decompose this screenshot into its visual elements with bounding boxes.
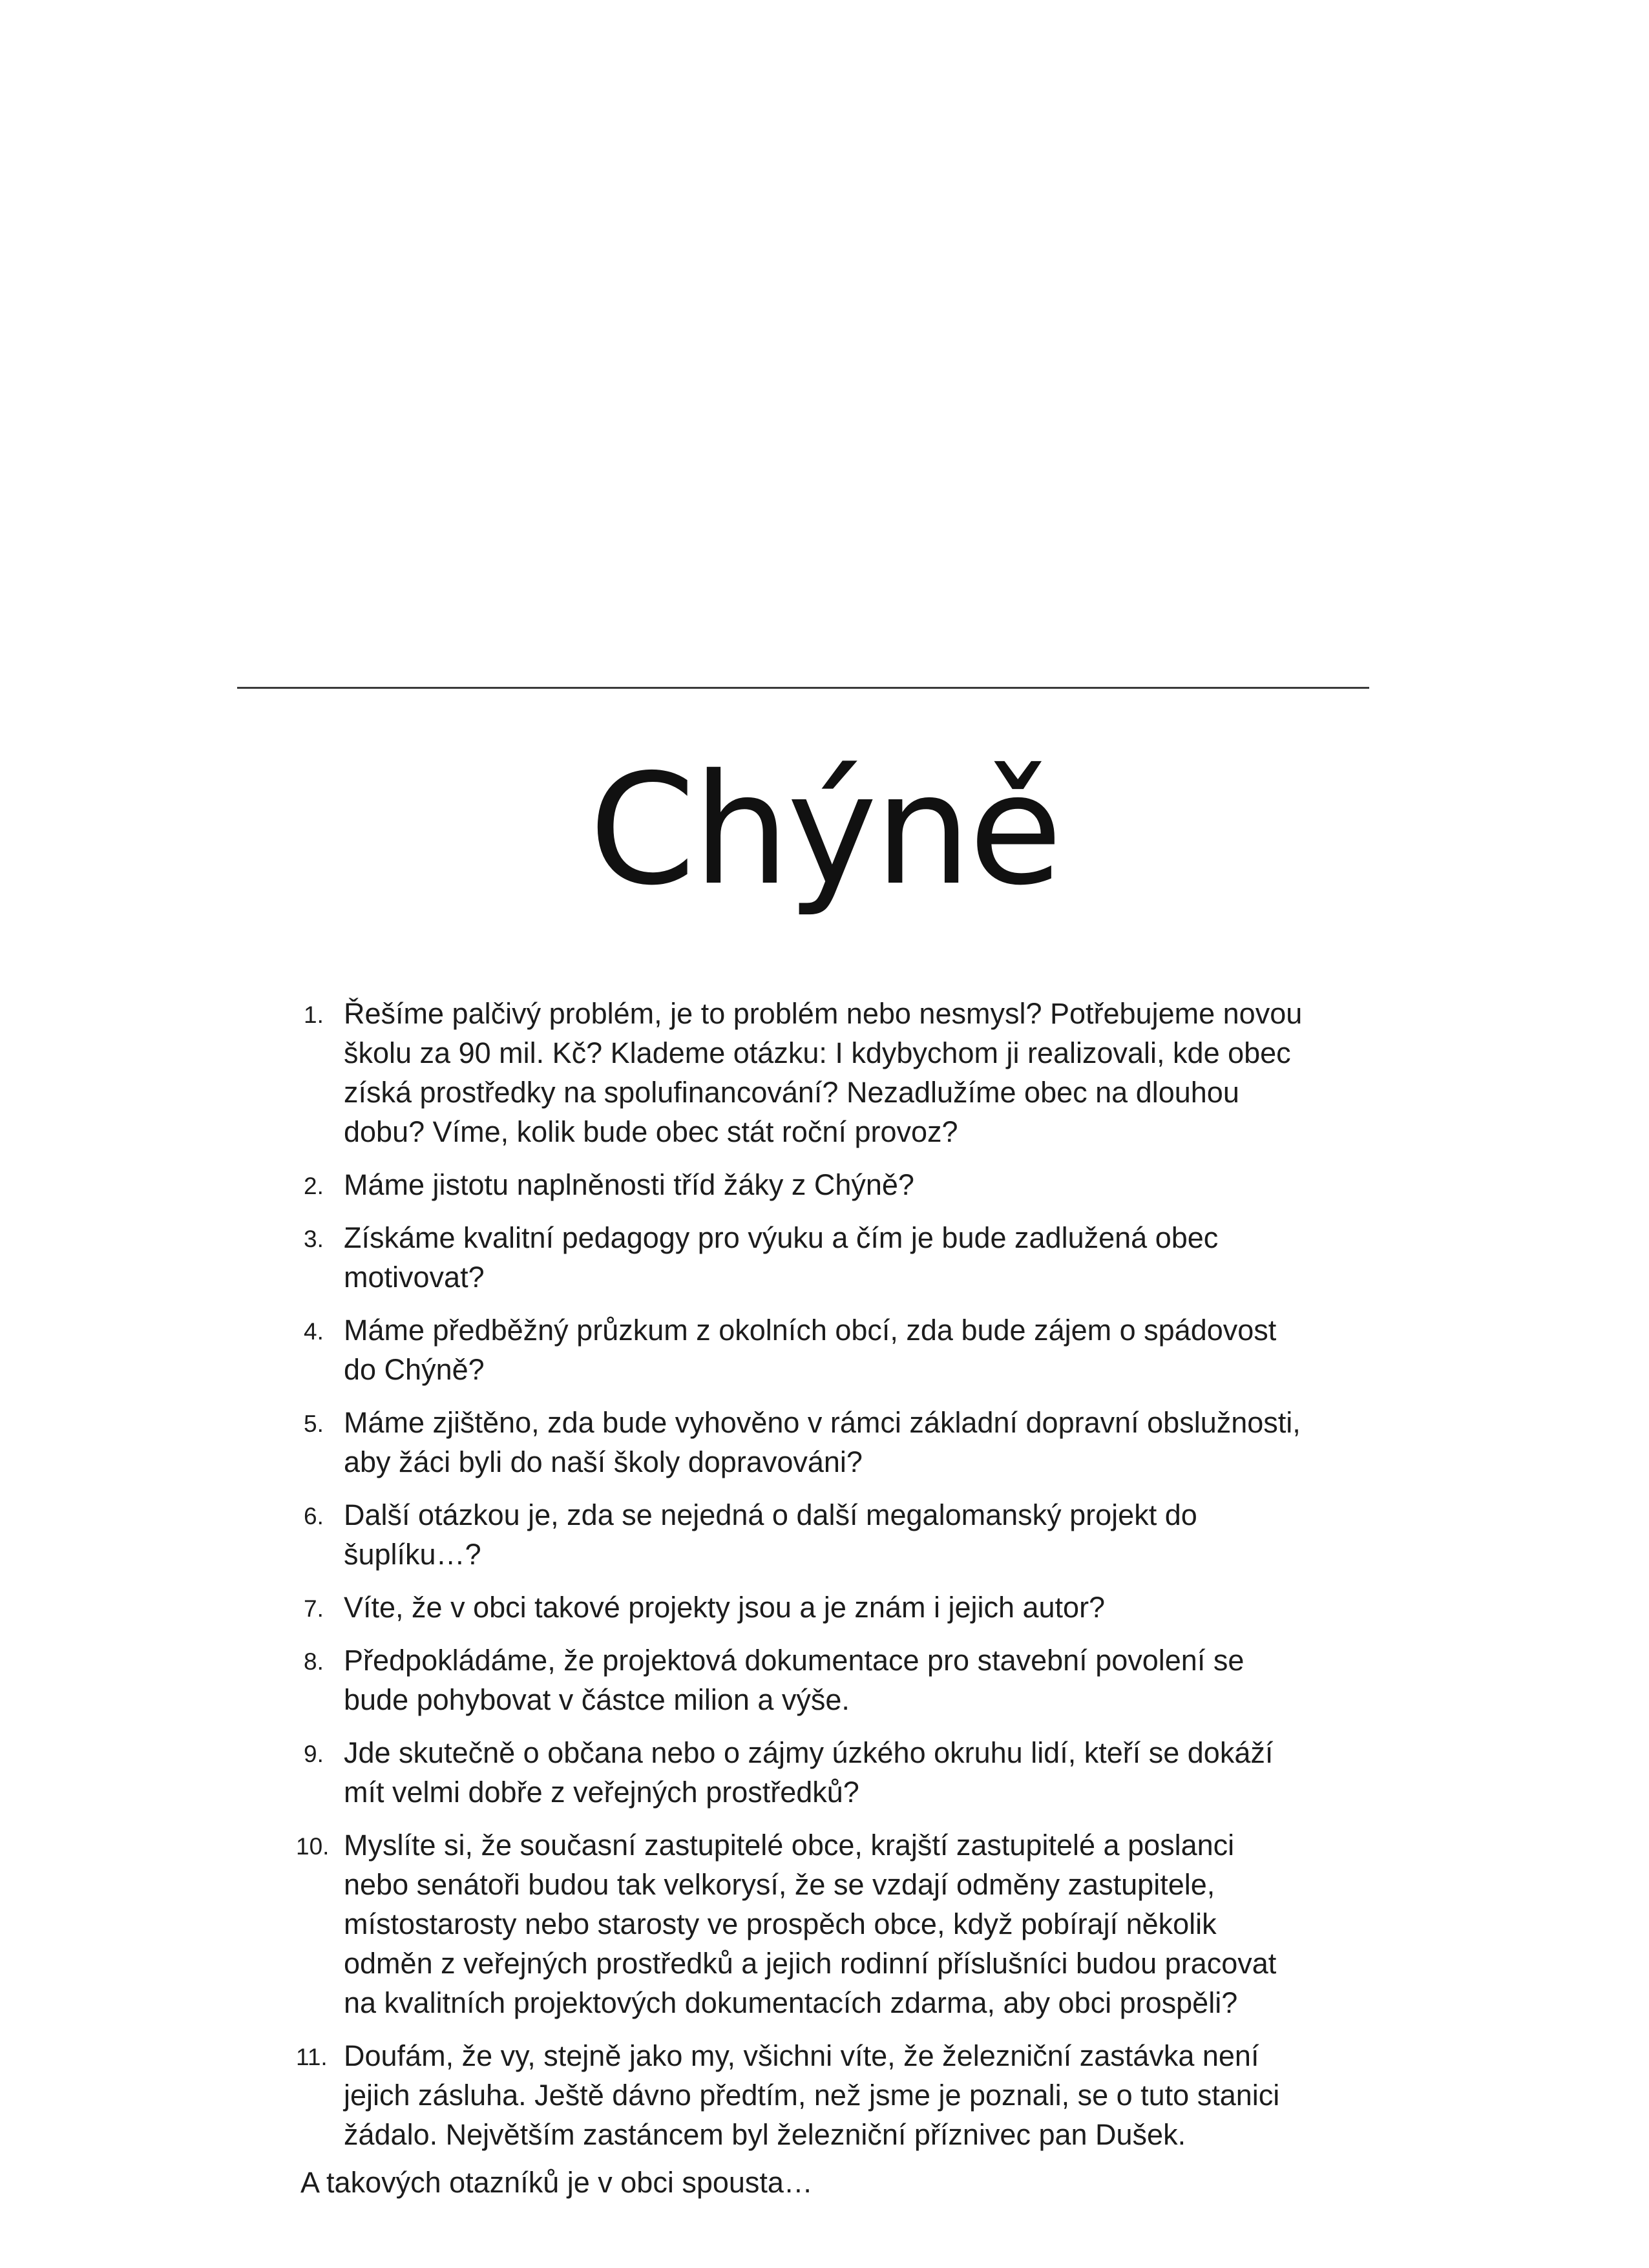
item-number: 6. — [304, 1503, 324, 1529]
item-number: 8. — [304, 1648, 324, 1675]
list-item — [296, 1825, 1304, 2022]
list-item — [296, 1403, 1304, 1482]
item-number: 7. — [304, 1595, 324, 1622]
item-number: 1. — [304, 1002, 324, 1028]
item-text: Myslíte si, že současní zastupitelé obce, krajští zastupitelé a poslanci nebo senátoři budou tak velkorysí, že se vzdají odměny zastupitele, místostarosty nebo starosty ve prospěch obce, když pobírají několik odměn z veřejných prostředků a jejich rodinní příslušníci budou pracovat na kvalitních projektových dokumentacích zdarma, aby obci prospěli? — [344, 1829, 1277, 2019]
item-number: 10. — [296, 1833, 330, 1860]
item-text: Předpokládáme, že projektová dokumentace pro stavební povolení se bude pohybovat v částce milion a výše. — [344, 1644, 1245, 1716]
item-number: 11. — [296, 2044, 328, 2070]
item-text: Řešíme palčivý problém, je to problém nebo nesmysl? Potřebujeme novou školu za 90 mil. Kč? Klademe otázku: I kdybychom ji realizovali, kde obec získá prostředky na spolufinancování? Nezadlužíme obec na dlouhou dobu? Víme, kolik bude obec stát roční provoz? — [344, 997, 1303, 1148]
top-divider — [237, 687, 1369, 689]
item-text: Získáme kvalitní pedagogy pro výuku a čím je bude zadlužená obec motivovat? — [344, 1221, 1219, 1294]
item-number: 2. — [304, 1173, 324, 1199]
item-number: 4. — [304, 1318, 324, 1345]
question-list — [296, 994, 1304, 2168]
list-item — [296, 1588, 1304, 1627]
item-number: 3. — [304, 1226, 324, 1252]
item-text: Doufám, že vy, stejně jako my, všichni víte, že železniční zastávka není jejich zásluha. Ještě dávno předtím, než jsme je poznali, se o tuto stanici žádalo. Největším zastáncem byl železniční příznivec pan Dušek. — [344, 2039, 1280, 2151]
list-item — [296, 1165, 1304, 1204]
list-item — [296, 1310, 1304, 1389]
item-text: Jde skutečně o občana nebo o zájmy úzkého okruhu lidí, kteří se dokáží mít velmi dobře z veřejných prostředků? — [344, 1736, 1274, 1809]
list-item — [296, 2036, 1304, 2154]
page-title: Chýně — [589, 741, 1060, 919]
closing-remark: A takových otazníků je v obci spousta… — [300, 2166, 813, 2199]
list-item — [296, 994, 1304, 1151]
list-item — [296, 1641, 1304, 1719]
list-item — [296, 1218, 1304, 1297]
item-number: 9. — [304, 1741, 324, 1767]
item-text: Máme předběžný průzkum z okolních obcí, zda bude zájem o spádovost do Chýně? — [344, 1314, 1277, 1386]
item-text: Další otázkou je, zda se nejedná o další megalomanský projekt do šuplíku…? — [344, 1498, 1197, 1571]
list-item — [296, 1495, 1304, 1574]
item-number: 5. — [304, 1411, 324, 1437]
list-item — [296, 1733, 1304, 1812]
item-text: Máme zjištěno, zda bude vyhověno v rámci základní dopravní obslužnosti, aby žáci byli do naší školy dopravováni? — [344, 1406, 1301, 1478]
item-text: Máme jistotu naplněnosti tříd žáky z Chýně? — [344, 1168, 914, 1201]
item-text: Víte, že v obci takové projekty jsou a je znám i jejich autor? — [344, 1591, 1106, 1624]
